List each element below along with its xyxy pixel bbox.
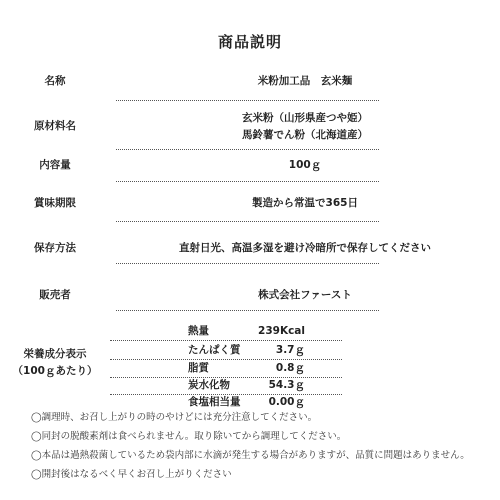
ingredients-line-2: 馬鈴薯でん粉（北海道産） — [242, 129, 368, 141]
divider-6 — [116, 310, 379, 311]
note-item: ◯開封後はなるべく早くお召し上がりください — [31, 469, 232, 480]
divider-4 — [116, 221, 379, 222]
ingredients-line-1: 玄米粉（山形県産つや姫） — [242, 112, 368, 124]
nutrition-item-name: 食塩相当量 — [188, 396, 241, 408]
storage-value: 直射日光、高温多湿を避け冷暗所で保存してください — [179, 242, 431, 254]
page-title: 商品説明 — [217, 33, 282, 51]
note-item: ◯調理時、お召し上がりの時のやけどには充分注意してください。 — [31, 412, 318, 423]
note-item: ◯同封の脱酸素剤は食べられません。取り除いてから調理してください。 — [31, 431, 347, 442]
notes-list — [31, 408, 481, 484]
nutrition-item-value: 0.00ｇ — [268, 396, 305, 408]
nutrition-item-value: 0.8ｇ — [275, 362, 305, 374]
nutrition-divider — [110, 340, 342, 341]
name-value: 米粉加工品 玄米麺 — [257, 75, 353, 87]
nutrition-label-per: （100ｇあたり） — [12, 365, 98, 377]
expiry-value: 製造から常温で365日 — [252, 197, 358, 209]
seller-value: 株式会社ファースト — [258, 289, 352, 301]
nutrition-item-value: 239Kcal — [258, 325, 305, 337]
divider-2 — [116, 149, 379, 150]
ingredients-label: 原材料名 — [34, 120, 76, 132]
divider-1 — [116, 100, 379, 101]
content-label: 内容量 — [39, 159, 71, 171]
seller-label: 販売者 — [39, 289, 71, 301]
nutrition-divider — [110, 359, 342, 360]
nutrition-item-value: 3.7ｇ — [275, 344, 305, 356]
note-item: ◯本品は過熱殺菌しているため袋内部に水滴が発生する場合がありますが、品質に問題はありません。 — [31, 450, 470, 461]
nutrition-item-name: 炭水化物 — [188, 379, 230, 391]
storage-label: 保存方法 — [34, 242, 76, 254]
nutrition-item-name: 脂質 — [188, 362, 209, 374]
content-value: 100ｇ — [288, 159, 322, 171]
nutrition-item-name: 熱量 — [188, 325, 209, 337]
expiry-label: 賞味期限 — [34, 197, 76, 209]
nutrition-item-name: たんぱく質 — [188, 344, 241, 356]
nutrition-item-value: 54.3ｇ — [268, 379, 305, 391]
divider-5 — [116, 263, 379, 264]
divider-3 — [116, 181, 379, 182]
name-label: 名称 — [44, 75, 66, 87]
nutrition-label: 栄養成分表示 — [23, 348, 87, 360]
